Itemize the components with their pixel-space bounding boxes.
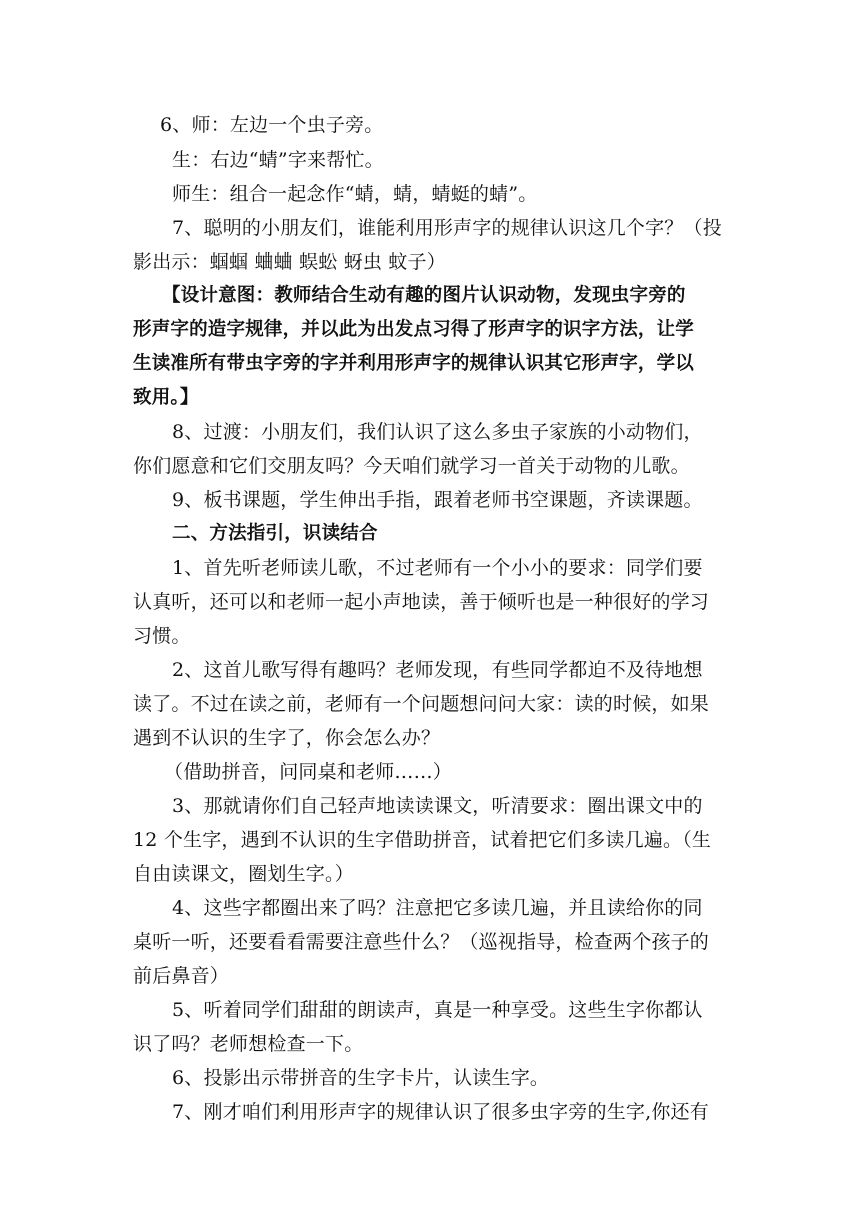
text-line: （借助拼音，问同桌和老师……）	[164, 761, 453, 783]
text-line: 你们愿意和它们交朋友吗？今天咱们就学习一首关于动物的儿歌。	[133, 455, 690, 477]
text-line: 2、这首儿歌写得有趣吗？老师发现，有些同学都迫不及待地想	[172, 659, 703, 681]
text-line: 12 个生字，遇到不认识的生字借助拼音，试着把它们多读几遍。（生	[133, 829, 712, 851]
text-line: 认真听，还可以和老师一起小声地读，善于倾听也是一种很好的学习	[133, 591, 710, 613]
text-line: 生：右边“蜻”字来帮忙。	[172, 149, 384, 171]
text-line: 自由读课文，圈划生字。）	[133, 863, 354, 885]
design-intent-line: 生读准所有带虫字旁的字并利用形声字的规律认识其它形声字，学以	[133, 353, 695, 374]
text-line: 1、首先听老师读儿歌，不过老师有一个小小的要求：同学们要	[172, 557, 703, 579]
text-line: 5、听着同学们甜甜的朗读声，真是一种享受。这些生字你都认	[172, 999, 703, 1021]
design-intent-line: 形声字的造字规律，并以此为出发点习得了形声字的识字方法，让学	[133, 319, 695, 340]
text-line: 6、投影出示带拼音的生字卡片，认读生字。	[172, 1067, 550, 1089]
text-line: 3、那就请你们自己轻声地读读课文，听清要求：圈出课文中的	[172, 795, 703, 817]
text-line: 读了。不过在读之前，老师有一个问题想问问大家：读的时候，如果	[133, 693, 710, 715]
text-line: 4、这些字都圈出来了吗？注意把它多读几遍，并且读给你的同	[172, 897, 703, 919]
design-intent-line: 【设计意图：教师结合生动有趣的图片认识动物，发现虫字旁的	[162, 285, 686, 306]
text-line: 识了吗？老师想检查一下。	[133, 1033, 364, 1055]
text-line: 7、聪明的小朋友们，谁能利用形声字的规律认识这几个字？（投	[172, 217, 722, 239]
text-line: 习惯。	[133, 625, 191, 647]
text-line: 前后鼻音）	[133, 965, 230, 987]
section-heading: 二、方法指引，识读结合	[172, 523, 378, 544]
text-line: 遇到不认识的生字了，你会怎么办？	[133, 727, 441, 749]
text-line: 9、板书课题，学生伸出手指，跟着老师书空课题，齐读课题。	[172, 489, 703, 511]
design-intent-line: 致用。】	[133, 387, 199, 408]
text-line: 师生：组合一起念作“蜻，蜻，蜻蜓的蜻”。	[172, 183, 538, 205]
text-line: 桌听一听，还要看看需要注意些什么？（巡视指导，检查两个孩子的	[133, 931, 710, 953]
text-line: 6、师：左边一个虫子旁。	[160, 114, 384, 136]
text-line: 8、过渡：小朋友们，我们认识了这么多虫子家族的小动物们，	[172, 421, 703, 443]
text-line: 7、刚才咱们利用形声字的规律认识了很多虫字旁的生字,你还有	[172, 1101, 709, 1123]
text-line: 影出示：蝈蝈 蛐蛐 蜈蚣 蚜虫 蚊子）	[133, 251, 446, 273]
